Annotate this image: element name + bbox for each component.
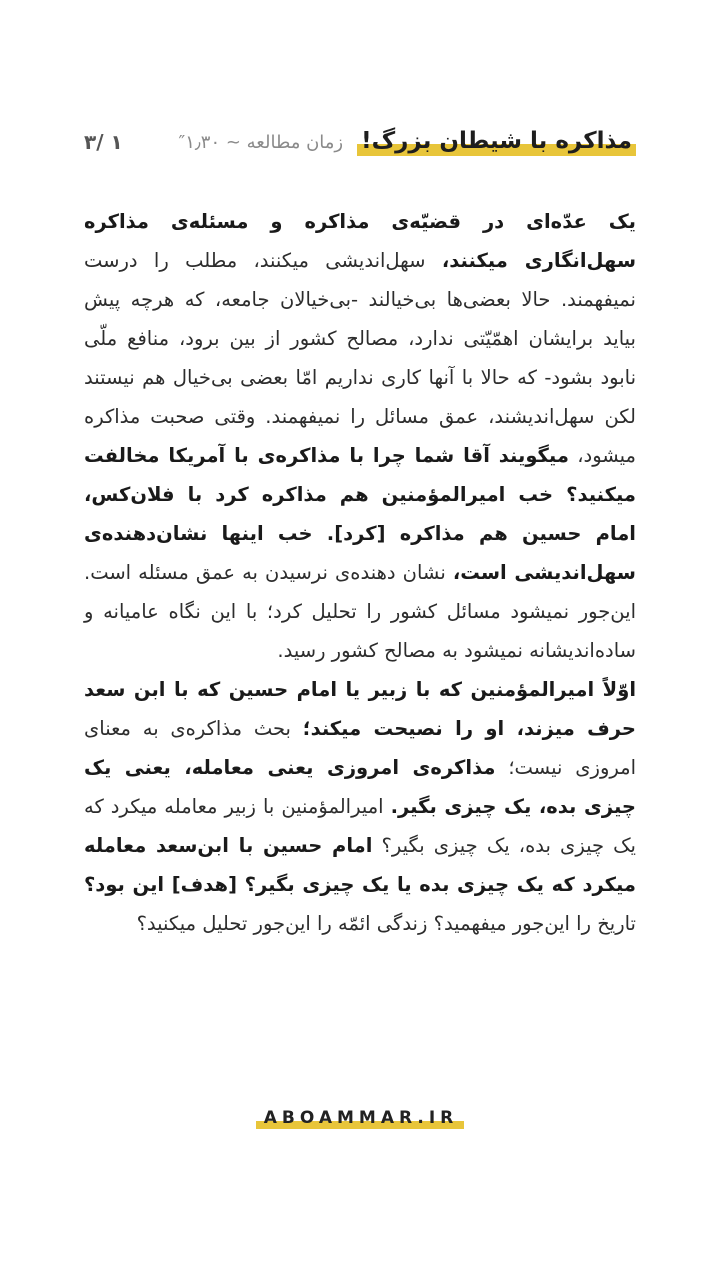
paragraph-2 xyxy=(84,670,636,943)
regular-text: سهل‌اندیشی میکنند، مطلب را درست نمیفهمند. حالا بعضی‌ها بی‌خیالند -بی‌خیالان جامعه، که هرچه پیش بیاید برایشان اهمّیّتی ندارد، مصالح کشور از بین برود، منافع ملّی نابود بشود- که حالا با آنها کاری نداریم امّا بعضی بی‌خیال هم نیستند لکن سهل‌اندیشند، عمق مسائل را نمیفهمند. وقتی صحبت مذاکره میشود، xyxy=(84,249,636,467)
regular-text: امیرالمؤمنین با زبیر معامله میکرد که یک چیزی بده، یک چیزی بگیر؟ xyxy=(84,795,636,857)
bold-text: میگویند آقا شما چرا با مذاکره‌ی با آمریکا مخالفت میکنید؟ خب امیرالمؤمنین هم مذاکره کرد با فلان‌کس، امام حسین هم مذاکره [کرد]. خب اینها نشان‌دهنده‌ی سهل‌اندیشی است، xyxy=(84,444,636,584)
regular-text: نشان دهنده‌ی نرسیدن به عمق مسئله است. این‌جور نمیشود مسائل کشور را تحلیل کرد؛ با این نگاه عامیانه و ساده‌اندیشانه نمیشود به مصالح کشور رسید. xyxy=(84,561,636,662)
page-number: ۱ /۳ xyxy=(84,130,123,154)
bold-text: مذاکره‌ی امروزی یعنی معامله، یعنی یک چیزی بده، یک چیزی بگیر. xyxy=(84,756,636,818)
bold-text: اوّلاً امیرالمؤمنین که با زبیر یا امام حسین که با ابن سعد حرف میزند، او را نصیحت میکند؛ xyxy=(84,678,636,740)
footer xyxy=(0,1108,720,1129)
regular-text: تاریخ را این‌جور میفهمید؟ زندگی ائمّه را این‌جور تحلیل میکنید؟ xyxy=(136,912,636,935)
site-link[interactable]: ABOAMMAR.IR xyxy=(256,1108,465,1129)
article-title: مذاکره با شیطان بزرگ! xyxy=(357,128,636,156)
header xyxy=(84,122,636,162)
bold-text: امام حسین با ابن‌سعد معامله میکرد که یک چیزی بده یا یک چیزی بگیر؟ [هدف] این بود؟ xyxy=(84,834,636,896)
bold-text: یک عدّه‌ای در قضیّه‌ی مذاکره و مسئله‌ی مذاکره سهل‌انگاری میکنند، xyxy=(84,210,637,272)
reading-time: زمان مطالعه ~ ۱٫۳۰″ xyxy=(178,131,344,153)
paragraph-1 xyxy=(84,202,636,670)
regular-text: بحث مذاکره‌ی به معنای امروزی نیست؛ xyxy=(84,717,636,779)
article-body xyxy=(84,202,636,1082)
